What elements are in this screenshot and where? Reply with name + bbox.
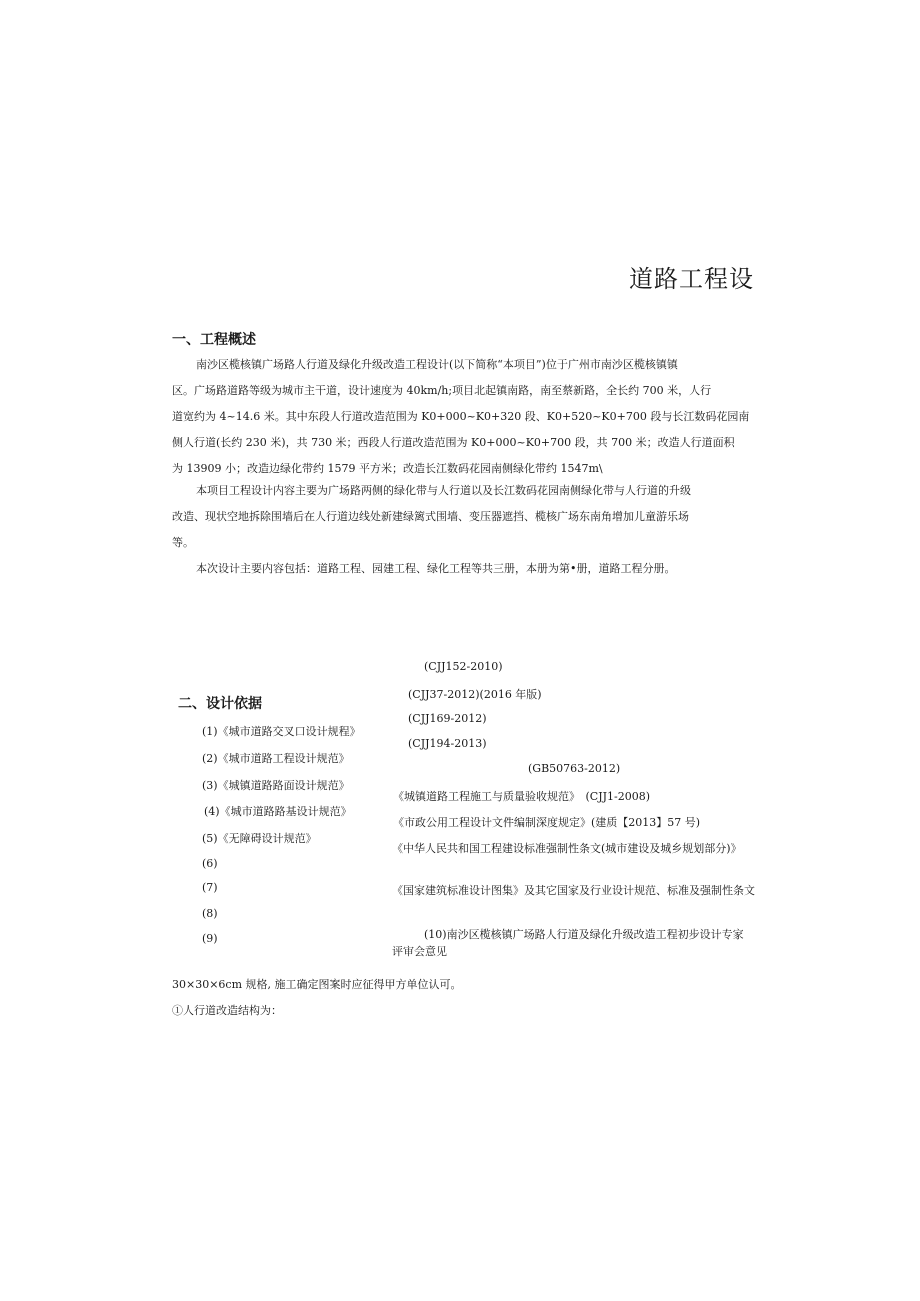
paragraph-line: 为 13909 小；改造边绿化带约 1579 平方米；改造长江数码花园南侧绿化带约 1547m\ [172, 462, 603, 475]
basis-item-8-text: 《中华人民共和国工程建设标准强制性条文(城市建设及城乡规划部分)》 [392, 842, 742, 855]
paragraph-line: 道宽约为 4~14.6 米。其中东段人行道改造范围为 K0+000~K0+320 段、K0+520~K0+700 段与长江数码花园南 [172, 410, 750, 423]
basis-item-1: (1)《城市道路交叉口设计规程》 [202, 725, 361, 738]
paragraph-line: 等。 [172, 536, 194, 549]
paragraph-line: 本项目工程设计内容主要为广场路两侧的绿化带与人行道以及长江数码花园南侧绿化带与人行道的升级 [196, 484, 691, 497]
tail-line-structure: ①人行道改造结构为： [172, 1004, 282, 1017]
page-title: 道路工程设 [629, 265, 754, 293]
basis-item-6-number: (6) [202, 857, 218, 870]
basis-item-7-text: 《市政公用工程设计文件编制深度规定》(建质【2013】57 号) [393, 816, 701, 829]
basis-item-2: (2)《城市道路工程设计规范》 [202, 752, 350, 765]
overview-paragraph-3: 本次设计主要内容包括：道路工程、园建工程、绿化工程等共三册，本册为第•册，道路工程分册。 [196, 562, 676, 575]
paragraph-line: 改造、现状空地拆除围墙后在人行道边线处新建绿篱式围墙、变压器遮挡、榄核广场东南角增加儿童游乐场 [172, 510, 689, 523]
code-cjj169: (CJJ169-2012) [408, 712, 487, 725]
basis-item-5: (5)《无障碍设计规范》 [202, 832, 317, 845]
code-cjj37: (CJJ37-2012)(2016 年版) [408, 688, 542, 701]
code-cjj152: (CJJ152-2010) [424, 660, 503, 673]
basis-item-4: (4)《城市道路路基设计规范》 [204, 805, 352, 818]
basis-item-9-number: (9) [202, 932, 218, 945]
paragraph-line: 区。广场路道路等级为城市主干道，设计速度为 40km/h;项目北起镇南路，南至蔡新路，全长约 700 米，人行 [172, 384, 712, 397]
overview-paragraph-1 [172, 352, 754, 482]
basis-item-6-text: 《城镇道路工程施工与质量验收规范》 (CJJ1-2008) [393, 790, 651, 803]
paragraph-line: 南沙区榄核镇广场路人行道及绿化升级改造工程设计(以下简称“本项目”)位于广州市南沙区榄核镇镇 [196, 358, 678, 371]
basis-item-10-text: (10)南沙区榄核镇广场路人行道及绿化升级改造工程初步设计专家评审会意见 [392, 928, 744, 958]
basis-item-9-text: 《国家建筑标准设计图集》及其它国家及行业设计规范、标准及强制性条文 [392, 884, 755, 897]
section-heading-overview: 一、工程概述 [172, 332, 256, 348]
basis-item-8-number: (8) [202, 907, 218, 920]
basis-item-3: (3)《城镇道路路面设计规范》 [202, 779, 350, 792]
overview-paragraph-2 [172, 478, 754, 556]
code-cjj194: (CJJ194-2013) [408, 737, 487, 750]
basis-item-7-number: (7) [202, 881, 218, 894]
tail-line-spec: 30×30×6cm 规格, 施工确定图案时应征得甲方单位认可。 [172, 978, 462, 991]
paragraph-line: 侧人行道(长约 230 米)，共 730 米；西段人行道改造范围为 K0+000~K0+700 段，共 700 米；改造人行道面积 [172, 436, 735, 449]
section-heading-design-basis: 二、设计依据 [178, 696, 262, 712]
code-gb50763: (GB50763-2012) [528, 762, 621, 775]
